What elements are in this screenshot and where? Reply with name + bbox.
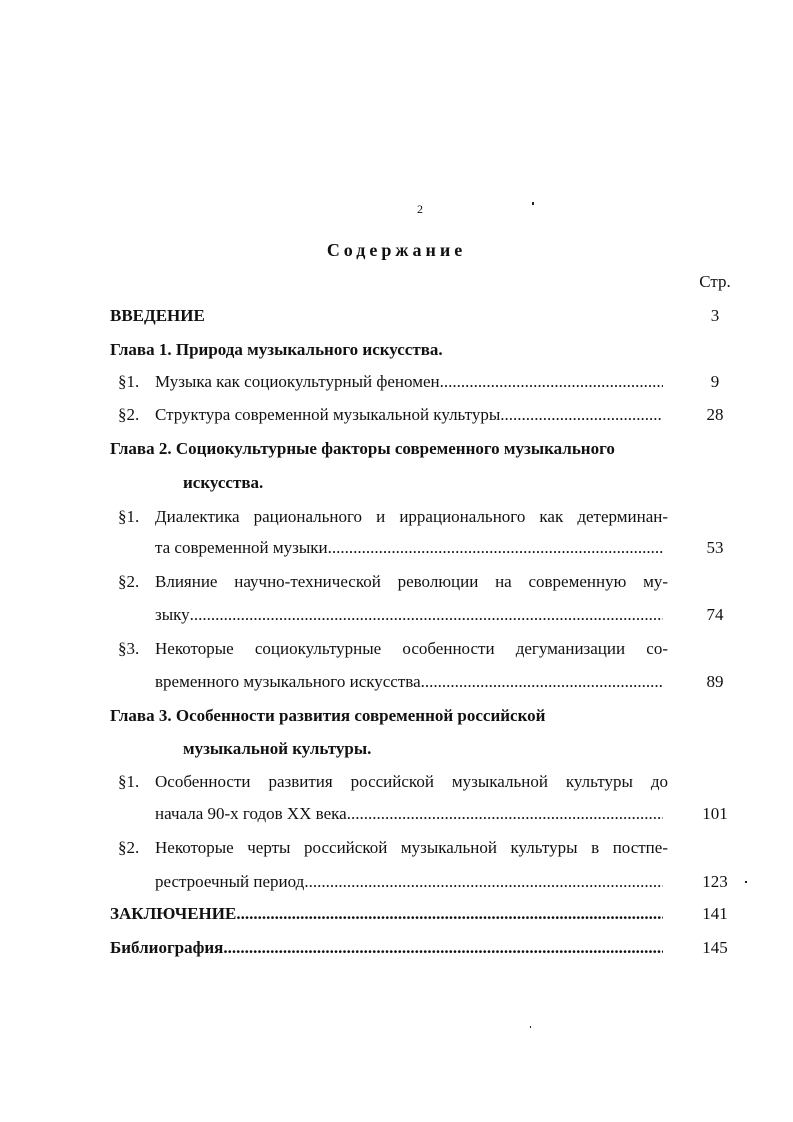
ch3-s2-entry bbox=[155, 872, 663, 892]
ch2-s2-line2: зыку bbox=[155, 605, 190, 624]
leader-dots bbox=[328, 538, 663, 558]
chapter-3-title-line1: Глава 3. Особенности развития современной российской bbox=[110, 706, 546, 725]
conclusion-entry bbox=[110, 904, 663, 924]
ch1-s1-num: §1. bbox=[118, 372, 140, 391]
scan-speck bbox=[745, 881, 747, 883]
ch3-s1-num: §1. bbox=[118, 772, 140, 791]
ch2-s1-entry bbox=[155, 538, 663, 558]
ch3-s1-line1: Особенности развития российской музыкальной культуры до bbox=[155, 772, 668, 791]
ch2-s1-page: 53 bbox=[706, 538, 724, 557]
leader-dots bbox=[440, 372, 663, 392]
ch1-s1-entry bbox=[155, 372, 663, 392]
ch2-s3-page: 89 bbox=[706, 672, 724, 691]
ch2-s3-entry bbox=[155, 672, 663, 692]
scan-speck bbox=[530, 1026, 531, 1028]
bibliography-label: Библиография bbox=[110, 938, 224, 957]
ch2-s3-num: §3. bbox=[118, 639, 140, 658]
leader-dots bbox=[421, 672, 663, 692]
ch3-s1-page: 101 bbox=[702, 804, 728, 823]
ch1-s2-page: 28 bbox=[706, 405, 724, 424]
chapter-2-title-line1: Глава 2. Социокультурные факторы современного музыкального bbox=[110, 439, 615, 458]
ch3-s2-line2: рестроечный период bbox=[155, 872, 305, 891]
chapter-2-title-line2: искусства. bbox=[183, 473, 264, 492]
ch1-s2-num: §2. bbox=[118, 405, 140, 424]
chapter-3-title-line2: музыкальной культуры. bbox=[183, 739, 372, 758]
ch1-s1-page: 9 bbox=[710, 372, 720, 391]
ch1-s2-text: Структура современной музыкальной культуры bbox=[155, 405, 501, 424]
ch3-s2-line1: Некоторые черты российской музыкальной культуры в постпе- bbox=[155, 838, 668, 857]
page-column-label: Стр. bbox=[699, 272, 731, 291]
chapter-1-title: Глава 1. Природа музыкального искусства. bbox=[110, 340, 443, 359]
ch2-s3-line2: временного музыкального искусства bbox=[155, 672, 421, 691]
scan-speck bbox=[532, 202, 534, 205]
bibliography-entry bbox=[110, 938, 663, 958]
ch2-s2-line1: Влияние научно-технической революции на современную му- bbox=[155, 572, 668, 591]
ch3-s1-line2: начала 90-х годов XX века bbox=[155, 804, 347, 823]
ch2-s2-page: 74 bbox=[706, 605, 724, 624]
ch3-s1-entry bbox=[155, 804, 663, 824]
intro-label: ВВЕДЕНИЕ bbox=[110, 306, 205, 325]
ch2-s2-num: §2. bbox=[118, 572, 140, 591]
leader-dots bbox=[304, 872, 663, 892]
bibliography-page: 145 bbox=[702, 938, 728, 957]
ch3-s2-num: §2. bbox=[118, 838, 140, 857]
intro-page: 3 bbox=[710, 306, 720, 325]
ch2-s1-line2: та современной музыки bbox=[155, 538, 328, 557]
leader-dots bbox=[500, 405, 663, 425]
page-number: 2 bbox=[417, 202, 423, 216]
ch3-s2-page: 123 bbox=[702, 872, 728, 891]
ch1-s1-text: Музыка как социокультурный феномен bbox=[155, 372, 440, 391]
leader-dots bbox=[236, 904, 663, 924]
ch2-s1-num: §1. bbox=[118, 507, 140, 526]
ch1-s2-entry bbox=[155, 405, 663, 425]
ch2-s1-line1: Диалектика рационального и иррационального как детерминан- bbox=[155, 507, 668, 526]
ch2-s2-entry bbox=[155, 605, 663, 625]
conclusion-page: 141 bbox=[702, 904, 728, 923]
leader-dots bbox=[190, 605, 663, 625]
ch2-s3-line1: Некоторые социокультурные особенности дегуманизации со- bbox=[155, 639, 668, 658]
page-title: Содержание bbox=[326, 240, 467, 260]
leader-dots bbox=[223, 938, 663, 958]
conclusion-label: ЗАКЛЮЧЕНИЕ bbox=[110, 904, 237, 923]
leader-dots bbox=[347, 804, 663, 824]
